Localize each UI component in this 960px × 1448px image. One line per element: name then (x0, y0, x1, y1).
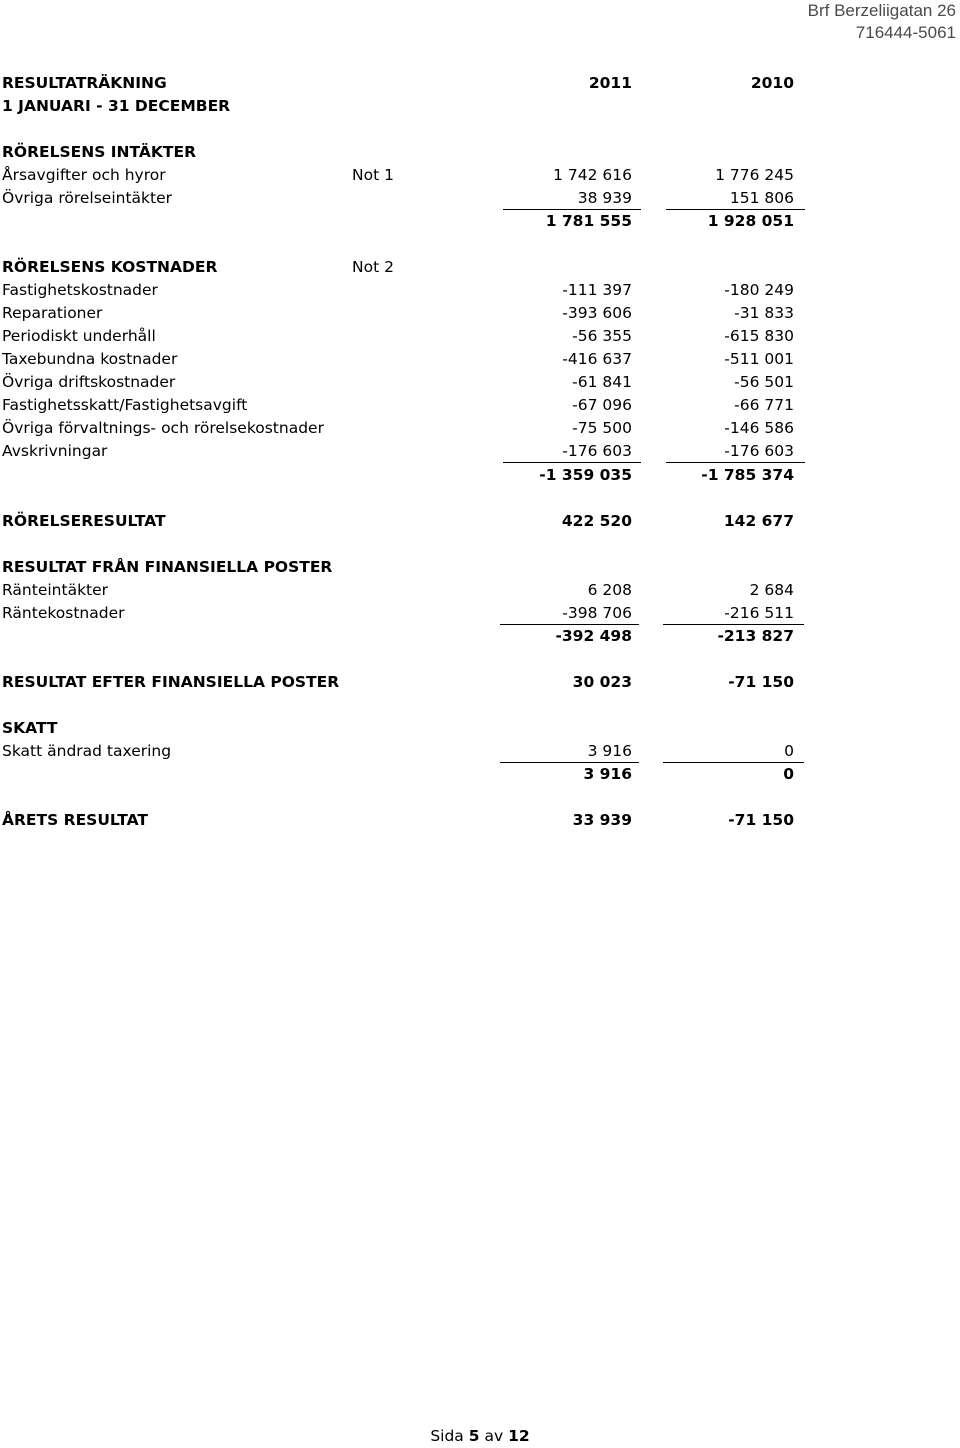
value-2011: 6 208 (587, 581, 632, 599)
section-heading-row (0, 556, 960, 579)
line-item-row (0, 187, 960, 210)
line-item-row (0, 394, 960, 417)
value-2010: -176 603 (724, 442, 794, 460)
value-2011: -61 841 (572, 373, 632, 391)
value-2010: -180 249 (724, 281, 794, 299)
value-2010: 151 806 (729, 189, 794, 207)
value-2010: -146 586 (724, 419, 794, 437)
arets-resultat-2011: 33 939 (572, 811, 632, 829)
line-item-label: Reparationer (2, 304, 103, 322)
line-item-label: Övriga förvaltnings- och rörelsekostnader (2, 419, 324, 437)
arets-resultat-label: ÅRETS RESULTAT (2, 811, 148, 829)
efter-finansiella-2010: -71 150 (728, 673, 794, 691)
subtotal-2011: -1 359 035 (539, 466, 632, 484)
section-heading-skatt: SKATT (2, 719, 58, 737)
total-row (0, 809, 960, 832)
column-header-2011: 2011 (588, 74, 632, 92)
value-2011: -416 637 (562, 350, 632, 368)
value-2010: -66 771 (734, 396, 794, 414)
value-2011: -111 397 (562, 281, 632, 299)
line-item-row (0, 740, 960, 763)
value-2011: -56 355 (572, 327, 632, 345)
line-item-row (0, 164, 960, 187)
subtotal-2011: 3 916 (583, 765, 632, 783)
line-item-label: Övriga driftskostnader (2, 373, 176, 391)
subtotal-2010: -213 827 (717, 627, 794, 645)
section-heading-finansiella: RESULTAT FRÅN FINANSIELLA POSTER (2, 558, 333, 576)
note-reference: Not 2 (352, 258, 394, 276)
value-2011: -67 096 (572, 396, 632, 414)
statement-period: 1 JANUARI - 31 DECEMBER (2, 97, 231, 115)
line-item-label: Räntekostnader (2, 604, 125, 622)
column-header-2010: 2010 (750, 74, 794, 92)
value-2011: 3 916 (587, 742, 632, 760)
value-2010: -56 501 (734, 373, 794, 391)
value-2010: -216 511 (724, 604, 794, 622)
value-2010: -511 001 (724, 350, 794, 368)
line-item-label: Övriga rörelseintäkter (2, 189, 172, 207)
value-2010: 2 684 (749, 581, 794, 599)
line-item-row (0, 302, 960, 325)
organization-name: Brf Berzeliigatan 26 (807, 1, 956, 20)
total-row (0, 671, 960, 694)
subtotal-2011: -392 498 (555, 627, 632, 645)
subtotal-rule-2011 (503, 462, 641, 463)
section-heading-row (0, 141, 960, 164)
section-heading-intakter: RÖRELSENS INTÄKTER (2, 143, 197, 161)
value-2011: 1 742 616 (553, 166, 632, 184)
subtotal-rule-2010 (666, 462, 805, 463)
organization-header (808, 0, 956, 44)
subtotal-row (0, 464, 960, 487)
line-item-row (0, 371, 960, 394)
subtotal-row (0, 763, 960, 786)
value-2010: 1 776 245 (715, 166, 794, 184)
subtotal-row (0, 625, 960, 648)
page-footer (0, 1425, 960, 1448)
statement-title: RESULTATRÄKNING (2, 74, 167, 92)
total-row (0, 510, 960, 533)
statement-period-row (0, 95, 960, 118)
section-heading-row (0, 256, 960, 279)
line-item-row (0, 348, 960, 371)
line-item-label: Fastighetskostnader (2, 281, 158, 299)
line-item-label: Taxebundna kostnader (2, 350, 178, 368)
line-item-label: Avskrivningar (2, 442, 108, 460)
line-item-label: Periodiskt underhåll (2, 327, 156, 345)
line-item-row (0, 417, 960, 440)
value-2011: 38 939 (577, 189, 632, 207)
subtotal-row (0, 210, 960, 233)
value-2011: -393 606 (562, 304, 632, 322)
efter-finansiella-2011: 30 023 (572, 673, 632, 691)
subtotal-2010: 1 928 051 (707, 212, 794, 230)
page-label: Sida (430, 1427, 464, 1445)
page-total: 12 (508, 1427, 530, 1445)
rorelseresultat-label: RÖRELSERESULTAT (2, 512, 166, 530)
arets-resultat-2010: -71 150 (728, 811, 794, 829)
line-item-label: Skatt ändrad taxering (2, 742, 172, 760)
line-item-label: Fastighetsskatt/Fastighetsavgift (2, 396, 248, 414)
section-heading-row (0, 717, 960, 740)
value-2010: -615 830 (724, 327, 794, 345)
subtotal-2010: -1 785 374 (701, 466, 794, 484)
subtotal-2010: 0 (783, 765, 794, 783)
note-reference: Not 1 (352, 166, 394, 184)
line-item-row (0, 579, 960, 602)
page-number: 5 (468, 1427, 480, 1445)
line-item-row (0, 279, 960, 302)
value-2011: -75 500 (572, 419, 632, 437)
rorelseresultat-2010: 142 677 (723, 512, 794, 530)
page-separator: av (484, 1427, 504, 1445)
value-2010: 0 (784, 742, 794, 760)
line-item-label: Ränteintäkter (2, 581, 109, 599)
value-2011: -398 706 (562, 604, 632, 622)
statement-title-row (0, 72, 960, 95)
value-2011: -176 603 (562, 442, 632, 460)
line-item-label: Årsavgifter och hyror (2, 166, 166, 184)
organization-number: 716444-5061 (855, 23, 956, 42)
value-2010: -31 833 (734, 304, 794, 322)
line-item-row (0, 602, 960, 625)
line-item-row (0, 440, 960, 463)
efter-finansiella-label: RESULTAT EFTER FINANSIELLA POSTER (2, 673, 340, 691)
section-heading-kostnader: RÖRELSENS KOSTNADER (2, 258, 218, 276)
subtotal-2011: 1 781 555 (545, 212, 632, 230)
line-item-row (0, 325, 960, 348)
rorelseresultat-2011: 422 520 (561, 512, 632, 530)
